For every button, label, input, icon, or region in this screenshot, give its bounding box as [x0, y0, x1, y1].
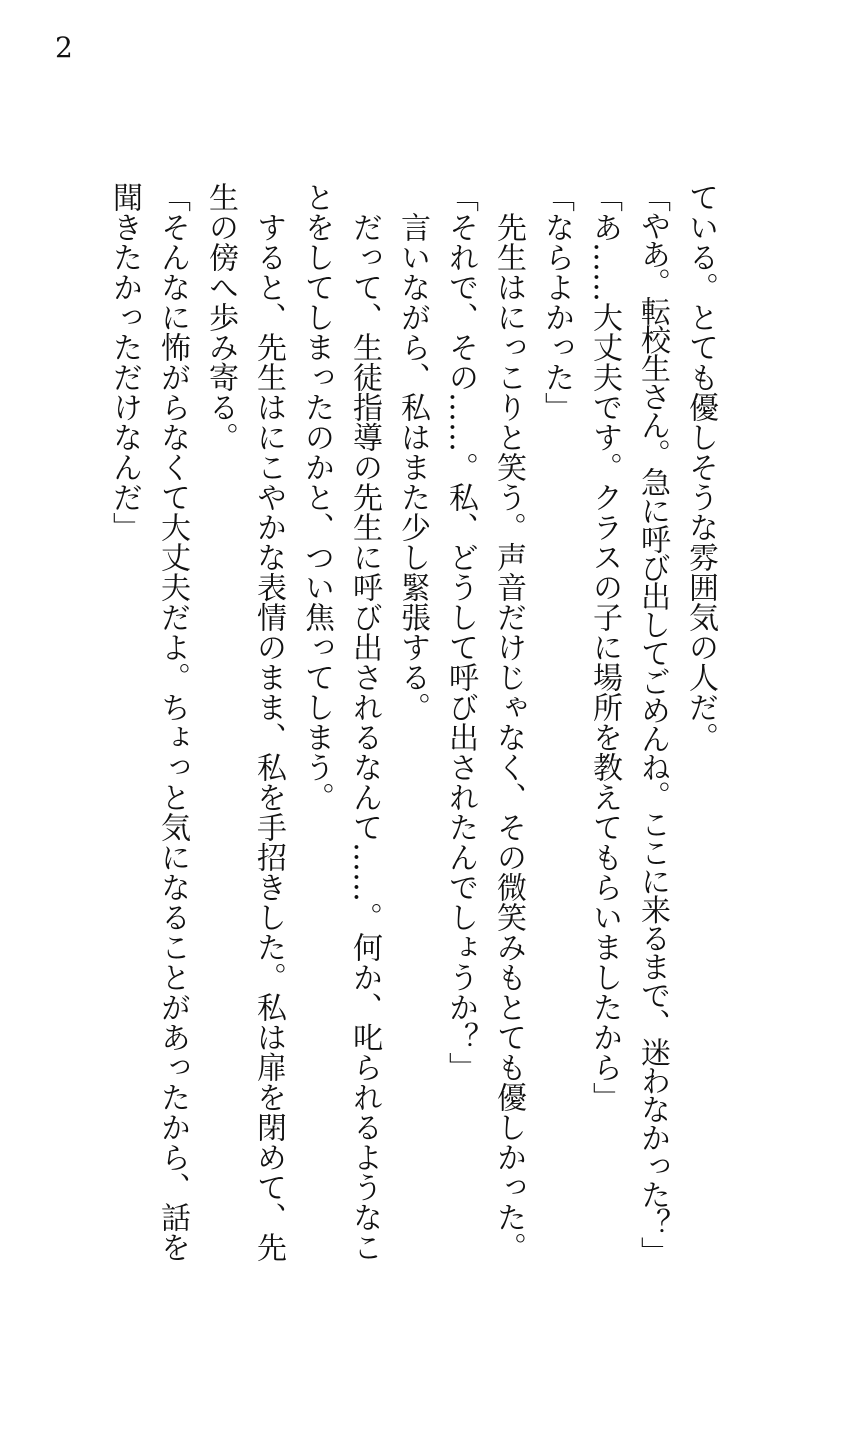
- text-line: 聞きたかっただけなんだ」: [107, 182, 142, 542]
- text-line: 言いながら、私はまた少し緊張する。: [395, 212, 430, 722]
- text-line: 「ならよかった」: [539, 182, 574, 422]
- text-line: だって、生徒指導の先生に呼び出されるなんて……。何か、叱られるようなこ: [347, 212, 382, 1262]
- page-number: 2: [55, 31, 73, 64]
- body-text: [100, 182, 724, 1302]
- text-line: とをしてしまったのかと、つい焦ってしまう。: [299, 182, 334, 812]
- text-line: 「あ……大丈夫です。クラスの子に場所を教えてもらいましたから」: [587, 182, 622, 1112]
- text-line: 「そんなに怖がらなくて大丈夫だよ。ちょっと気になることがあったから、話を: [155, 182, 190, 1262]
- text-line: 生の傍へ歩み寄る。: [203, 182, 238, 452]
- text-line: すると、先生はにこやかな表情のまま、私を手招きした。私は扉を閉めて、先: [251, 212, 286, 1262]
- text-line: 「それで、その……。私、どうして呼び出されたんでしょうか？」: [443, 182, 478, 1082]
- text-line: 先生はにっこりと笑う。声音だけじゃなく、その微笑みもとても優しかった。: [491, 212, 526, 1262]
- text-line: ている。とても優しそうな雰囲気の人だ。: [683, 182, 718, 752]
- text-line: 「やあ。転校生さん。急に呼び出してごめんね。ここに来るまで、迷わなかった？」: [635, 182, 670, 1265]
